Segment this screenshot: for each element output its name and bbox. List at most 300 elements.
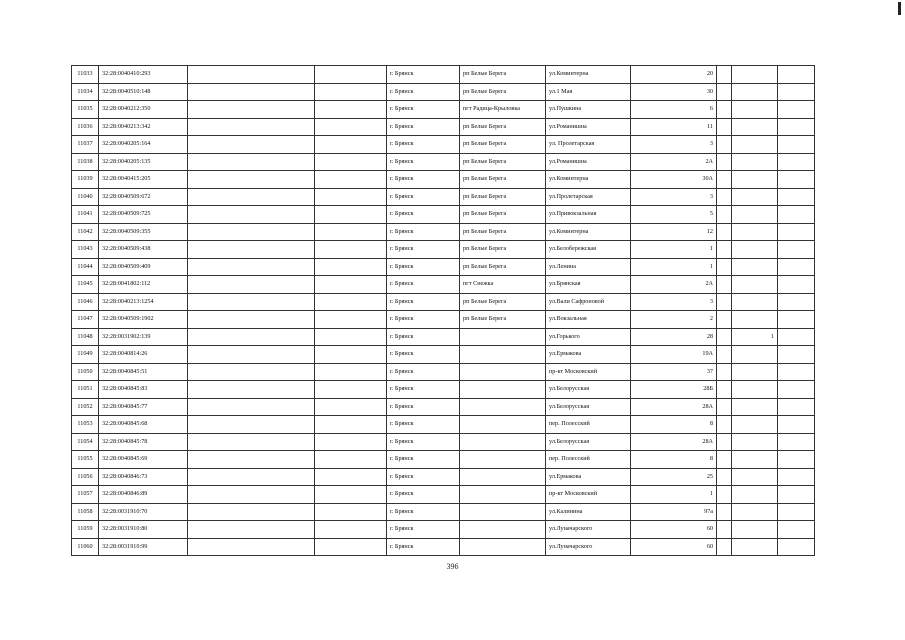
empty-cell: [778, 206, 815, 224]
settlement-cell: [460, 328, 546, 346]
house-number-cell: 28Б: [631, 381, 717, 399]
street-cell: ул.Ермакова: [546, 468, 631, 486]
house-number-cell: 2А: [631, 153, 717, 171]
row-number-cell: 11053: [72, 416, 99, 434]
empty-cell: [188, 258, 315, 276]
empty-cell: [315, 83, 387, 101]
empty-cell: [717, 416, 732, 434]
street-cell: пер. Полесский: [546, 451, 631, 469]
empty-cell: [778, 538, 815, 556]
table-row: [72, 416, 815, 434]
row-number-cell: 11059: [72, 521, 99, 539]
row-number-cell: 11052: [72, 398, 99, 416]
city-cell: г. Брянск: [387, 171, 460, 189]
empty-cell: [188, 188, 315, 206]
street-cell: ул.Ленина: [546, 258, 631, 276]
extra-value-cell: [732, 206, 778, 224]
extra-value-cell: [732, 503, 778, 521]
house-number-cell: 1: [631, 241, 717, 259]
row-number-cell: 11036: [72, 118, 99, 136]
cadastral-number-cell: 32:28:0031910:70: [99, 503, 188, 521]
street-cell: ул.Брянская: [546, 276, 631, 294]
extra-value-cell: [732, 101, 778, 119]
empty-cell: [188, 416, 315, 434]
city-cell: г. Брянск: [387, 328, 460, 346]
empty-cell: [315, 276, 387, 294]
empty-cell: [717, 433, 732, 451]
city-cell: г. Брянск: [387, 451, 460, 469]
cadastral-number-cell: 32:28:0031902:139: [99, 328, 188, 346]
row-number-cell: 11038: [72, 153, 99, 171]
extra-value-cell: [732, 276, 778, 294]
cadastral-number-cell: 32:28:0040509:672: [99, 188, 188, 206]
empty-cell: [717, 258, 732, 276]
cadastral-number-cell: 32:28:0040845:78: [99, 433, 188, 451]
house-number-cell: 97а: [631, 503, 717, 521]
house-number-cell: 3: [631, 293, 717, 311]
settlement-cell: рп Белые Берега: [460, 188, 546, 206]
empty-cell: [778, 276, 815, 294]
empty-cell: [315, 398, 387, 416]
empty-cell: [188, 346, 315, 364]
settlement-cell: рп Белые Берега: [460, 258, 546, 276]
extra-value-cell: [732, 153, 778, 171]
street-cell: ул.Луначарского: [546, 538, 631, 556]
street-cell: пер. Полесский: [546, 416, 631, 434]
empty-cell: [717, 346, 732, 364]
house-number-cell: 1: [631, 486, 717, 504]
empty-cell: [717, 118, 732, 136]
empty-cell: [717, 381, 732, 399]
house-number-cell: 2: [631, 311, 717, 329]
extra-value-cell: [732, 451, 778, 469]
house-number-cell: 2А: [631, 276, 717, 294]
cadastral-number-cell: 32:28:0040509:1902: [99, 311, 188, 329]
row-number-cell: 11033: [72, 66, 99, 84]
empty-cell: [778, 381, 815, 399]
extra-value-cell: [732, 258, 778, 276]
extra-value-cell: [732, 83, 778, 101]
empty-cell: [717, 188, 732, 206]
city-cell: г. Брянск: [387, 206, 460, 224]
table-row: [72, 311, 815, 329]
settlement-cell: рп Белые Берега: [460, 66, 546, 84]
city-cell: г. Брянск: [387, 276, 460, 294]
street-cell: ул.Пролетарская: [546, 188, 631, 206]
empty-cell: [717, 276, 732, 294]
city-cell: г. Брянск: [387, 468, 460, 486]
house-number-cell: 12: [631, 223, 717, 241]
settlement-cell: рп Белые Берега: [460, 241, 546, 259]
street-cell: пр-кт Московский: [546, 486, 631, 504]
table-row: [72, 381, 815, 399]
row-number-cell: 11055: [72, 451, 99, 469]
cadastral-number-cell: 32:28:0040845:77: [99, 398, 188, 416]
house-number-cell: 30А: [631, 171, 717, 189]
street-cell: ул.Коминтерна: [546, 223, 631, 241]
empty-cell: [315, 136, 387, 154]
row-number-cell: 11057: [72, 486, 99, 504]
row-number-cell: 11044: [72, 258, 99, 276]
city-cell: г. Брянск: [387, 241, 460, 259]
settlement-cell: [460, 503, 546, 521]
empty-cell: [188, 451, 315, 469]
cadastral-number-cell: 32:28:0040845:51: [99, 363, 188, 381]
empty-cell: [778, 66, 815, 84]
cadastral-number-cell: 32:28:0040509:409: [99, 258, 188, 276]
row-number-cell: 11037: [72, 136, 99, 154]
city-cell: г. Брянск: [387, 83, 460, 101]
city-cell: г. Брянск: [387, 223, 460, 241]
street-cell: ул.Калинина: [546, 503, 631, 521]
empty-cell: [778, 118, 815, 136]
empty-cell: [778, 346, 815, 364]
city-cell: г. Брянск: [387, 416, 460, 434]
street-cell: ул.Коминтерна: [546, 171, 631, 189]
settlement-cell: [460, 363, 546, 381]
street-cell: ул. Пролетарская: [546, 136, 631, 154]
cadastral-number-cell: 32:28:0040509:725: [99, 206, 188, 224]
street-cell: ул.Белобережская: [546, 241, 631, 259]
house-number-cell: 28А: [631, 433, 717, 451]
row-number-cell: 11043: [72, 241, 99, 259]
row-number-cell: 11041: [72, 206, 99, 224]
empty-cell: [778, 101, 815, 119]
house-number-cell: 19А: [631, 346, 717, 364]
empty-cell: [717, 171, 732, 189]
table-row: [72, 153, 815, 171]
empty-cell: [188, 206, 315, 224]
empty-cell: [315, 451, 387, 469]
cadastral-number-cell: 32:28:0031910:80: [99, 521, 188, 539]
empty-cell: [315, 171, 387, 189]
empty-cell: [717, 521, 732, 539]
empty-cell: [778, 398, 815, 416]
settlement-cell: [460, 538, 546, 556]
page-edge-mark: [898, 2, 901, 15]
empty-cell: [188, 538, 315, 556]
empty-cell: [315, 433, 387, 451]
extra-value-cell: 1: [732, 328, 778, 346]
empty-cell: [315, 503, 387, 521]
cadastral-number-cell: 32:28:0040845:68: [99, 416, 188, 434]
empty-cell: [717, 241, 732, 259]
empty-cell: [778, 136, 815, 154]
empty-cell: [778, 503, 815, 521]
empty-cell: [315, 293, 387, 311]
house-number-cell: 3: [631, 136, 717, 154]
table-row: [72, 241, 815, 259]
empty-cell: [778, 83, 815, 101]
cadastral-number-cell: 32:28:0040845:83: [99, 381, 188, 399]
table-row: [72, 83, 815, 101]
extra-value-cell: [732, 486, 778, 504]
empty-cell: [315, 188, 387, 206]
house-number-cell: 5: [631, 206, 717, 224]
city-cell: г. Брянск: [387, 136, 460, 154]
city-cell: г. Брянск: [387, 398, 460, 416]
street-cell: ул.Пушкина: [546, 101, 631, 119]
row-number-cell: 11039: [72, 171, 99, 189]
city-cell: г. Брянск: [387, 363, 460, 381]
table-row: [72, 206, 815, 224]
table-row: [72, 363, 815, 381]
empty-cell: [188, 398, 315, 416]
empty-cell: [778, 416, 815, 434]
street-cell: ул.Ермакова: [546, 346, 631, 364]
empty-cell: [188, 171, 315, 189]
settlement-cell: рп Белые Берега: [460, 118, 546, 136]
extra-value-cell: [732, 66, 778, 84]
settlement-cell: [460, 451, 546, 469]
empty-cell: [778, 223, 815, 241]
extra-value-cell: [732, 433, 778, 451]
cadastral-number-cell: 32:28:0040846:73: [99, 468, 188, 486]
table-row: [72, 486, 815, 504]
settlement-cell: рп Белые Берега: [460, 171, 546, 189]
city-cell: г. Брянск: [387, 486, 460, 504]
house-number-cell: 6: [631, 101, 717, 119]
settlement-cell: [460, 486, 546, 504]
settlement-cell: [460, 346, 546, 364]
empty-cell: [188, 276, 315, 294]
empty-cell: [315, 468, 387, 486]
street-cell: ул.Луначарского: [546, 521, 631, 539]
cadastral-number-cell: 32:28:0040846:89: [99, 486, 188, 504]
settlement-cell: [460, 468, 546, 486]
empty-cell: [315, 311, 387, 329]
empty-cell: [188, 101, 315, 119]
empty-cell: [717, 363, 732, 381]
extra-value-cell: [732, 293, 778, 311]
empty-cell: [188, 293, 315, 311]
empty-cell: [717, 101, 732, 119]
empty-cell: [717, 503, 732, 521]
extra-value-cell: [732, 346, 778, 364]
settlement-cell: [460, 433, 546, 451]
house-number-cell: 1: [631, 258, 717, 276]
extra-value-cell: [732, 223, 778, 241]
house-number-cell: 60: [631, 538, 717, 556]
city-cell: г. Брянск: [387, 381, 460, 399]
table-row: [72, 276, 815, 294]
empty-cell: [188, 153, 315, 171]
row-number-cell: 11034: [72, 83, 99, 101]
empty-cell: [315, 486, 387, 504]
street-cell: ул.Романишна: [546, 118, 631, 136]
empty-cell: [778, 468, 815, 486]
empty-cell: [188, 433, 315, 451]
empty-cell: [188, 311, 315, 329]
settlement-cell: [460, 398, 546, 416]
empty-cell: [315, 241, 387, 259]
empty-cell: [717, 398, 732, 416]
row-number-cell: 11045: [72, 276, 99, 294]
table-row: [72, 118, 815, 136]
street-cell: ул.Романишна: [546, 153, 631, 171]
extra-value-cell: [732, 171, 778, 189]
settlement-cell: рп Белые Берега: [460, 83, 546, 101]
house-number-cell: 30: [631, 83, 717, 101]
extra-value-cell: [732, 363, 778, 381]
row-number-cell: 11046: [72, 293, 99, 311]
city-cell: г. Брянск: [387, 118, 460, 136]
empty-cell: [315, 328, 387, 346]
settlement-cell: [460, 521, 546, 539]
empty-cell: [315, 223, 387, 241]
table-row: [72, 188, 815, 206]
row-number-cell: 11060: [72, 538, 99, 556]
extra-value-cell: [732, 538, 778, 556]
row-number-cell: 11058: [72, 503, 99, 521]
city-cell: г. Брянск: [387, 311, 460, 329]
empty-cell: [778, 433, 815, 451]
empty-cell: [315, 346, 387, 364]
city-cell: г. Брянск: [387, 521, 460, 539]
settlement-cell: рп Белые Берега: [460, 223, 546, 241]
settlement-cell: [460, 416, 546, 434]
cadastral-number-cell: 32:28:0040410:293: [99, 66, 188, 84]
table-row: [72, 503, 815, 521]
city-cell: г. Брянск: [387, 293, 460, 311]
extra-value-cell: [732, 521, 778, 539]
empty-cell: [717, 136, 732, 154]
empty-cell: [717, 328, 732, 346]
empty-cell: [717, 451, 732, 469]
table-row: [72, 346, 815, 364]
empty-cell: [315, 101, 387, 119]
row-number-cell: 11050: [72, 363, 99, 381]
empty-cell: [778, 521, 815, 539]
table-row: [72, 258, 815, 276]
row-number-cell: 11042: [72, 223, 99, 241]
empty-cell: [188, 468, 315, 486]
empty-cell: [315, 538, 387, 556]
empty-cell: [778, 486, 815, 504]
cadastral-number-cell: 32:28:0040510:148: [99, 83, 188, 101]
city-cell: г. Брянск: [387, 188, 460, 206]
empty-cell: [717, 538, 732, 556]
house-number-cell: 8: [631, 416, 717, 434]
empty-cell: [188, 381, 315, 399]
city-cell: г. Брянск: [387, 101, 460, 119]
house-number-cell: 3: [631, 188, 717, 206]
settlement-cell: рп Белые Берега: [460, 206, 546, 224]
cadastral-number-cell: 32:28:0040213:1254: [99, 293, 188, 311]
house-number-cell: 37: [631, 363, 717, 381]
street-cell: ул.Коминтерна: [546, 66, 631, 84]
empty-cell: [188, 136, 315, 154]
table-row: [72, 66, 815, 84]
empty-cell: [778, 188, 815, 206]
empty-cell: [315, 258, 387, 276]
empty-cell: [717, 311, 732, 329]
extra-value-cell: [732, 118, 778, 136]
empty-cell: [778, 171, 815, 189]
empty-cell: [778, 241, 815, 259]
empty-cell: [717, 83, 732, 101]
page-number: 396: [446, 562, 459, 571]
empty-cell: [188, 118, 315, 136]
empty-cell: [188, 83, 315, 101]
street-cell: ул.Горького: [546, 328, 631, 346]
settlement-cell: пгт Радица-Крыловка: [460, 101, 546, 119]
table-row: [72, 328, 815, 346]
house-number-cell: 28: [631, 328, 717, 346]
empty-cell: [188, 486, 315, 504]
table-row: [72, 171, 815, 189]
table-row: [72, 451, 815, 469]
city-cell: г. Брянск: [387, 153, 460, 171]
cadastral-number-cell: 32:28:0040509:355: [99, 223, 188, 241]
table-row: [72, 101, 815, 119]
row-number-cell: 11051: [72, 381, 99, 399]
row-number-cell: 11048: [72, 328, 99, 346]
empty-cell: [778, 258, 815, 276]
table-row: [72, 136, 815, 154]
city-cell: г. Брянск: [387, 258, 460, 276]
empty-cell: [315, 381, 387, 399]
settlement-cell: рп Белые Берега: [460, 153, 546, 171]
empty-cell: [315, 521, 387, 539]
extra-value-cell: [732, 398, 778, 416]
empty-cell: [188, 328, 315, 346]
empty-cell: [778, 153, 815, 171]
empty-cell: [717, 468, 732, 486]
table-row: [72, 433, 815, 451]
cadastral-number-cell: 32:28:0031910:99: [99, 538, 188, 556]
settlement-cell: пгт Снежка: [460, 276, 546, 294]
table-row: [72, 398, 815, 416]
house-number-cell: 28А: [631, 398, 717, 416]
city-cell: г. Брянск: [387, 346, 460, 364]
house-number-cell: 25: [631, 468, 717, 486]
empty-cell: [315, 153, 387, 171]
street-cell: ул.Вали Сафроновой: [546, 293, 631, 311]
city-cell: г. Брянск: [387, 538, 460, 556]
street-cell: ул.1 Мая: [546, 83, 631, 101]
street-cell: ул.Белорусская: [546, 433, 631, 451]
extra-value-cell: [732, 136, 778, 154]
cadastral-number-cell: 32:28:0041802:112: [99, 276, 188, 294]
table-row: [72, 521, 815, 539]
empty-cell: [188, 363, 315, 381]
extra-value-cell: [732, 188, 778, 206]
cadastral-number-cell: 32:28:0040845:69: [99, 451, 188, 469]
cadastral-number-cell: 32:28:0040814:26: [99, 346, 188, 364]
register-body: [72, 66, 815, 556]
empty-cell: [315, 363, 387, 381]
house-number-cell: 20: [631, 66, 717, 84]
street-cell: ул.Вокзальная: [546, 311, 631, 329]
settlement-cell: [460, 381, 546, 399]
cadastral-number-cell: 32:28:0040205:164: [99, 136, 188, 154]
cadastral-number-cell: 32:28:0040212:350: [99, 101, 188, 119]
empty-cell: [717, 486, 732, 504]
empty-cell: [188, 241, 315, 259]
city-cell: г. Брянск: [387, 66, 460, 84]
cadastral-number-cell: 32:28:0040205:135: [99, 153, 188, 171]
cadastral-number-cell: 32:28:0040213:342: [99, 118, 188, 136]
empty-cell: [188, 521, 315, 539]
extra-value-cell: [732, 311, 778, 329]
row-number-cell: 11035: [72, 101, 99, 119]
empty-cell: [188, 503, 315, 521]
empty-cell: [778, 328, 815, 346]
street-cell: ул.Привокзальная: [546, 206, 631, 224]
city-cell: г. Брянск: [387, 433, 460, 451]
row-number-cell: 11054: [72, 433, 99, 451]
